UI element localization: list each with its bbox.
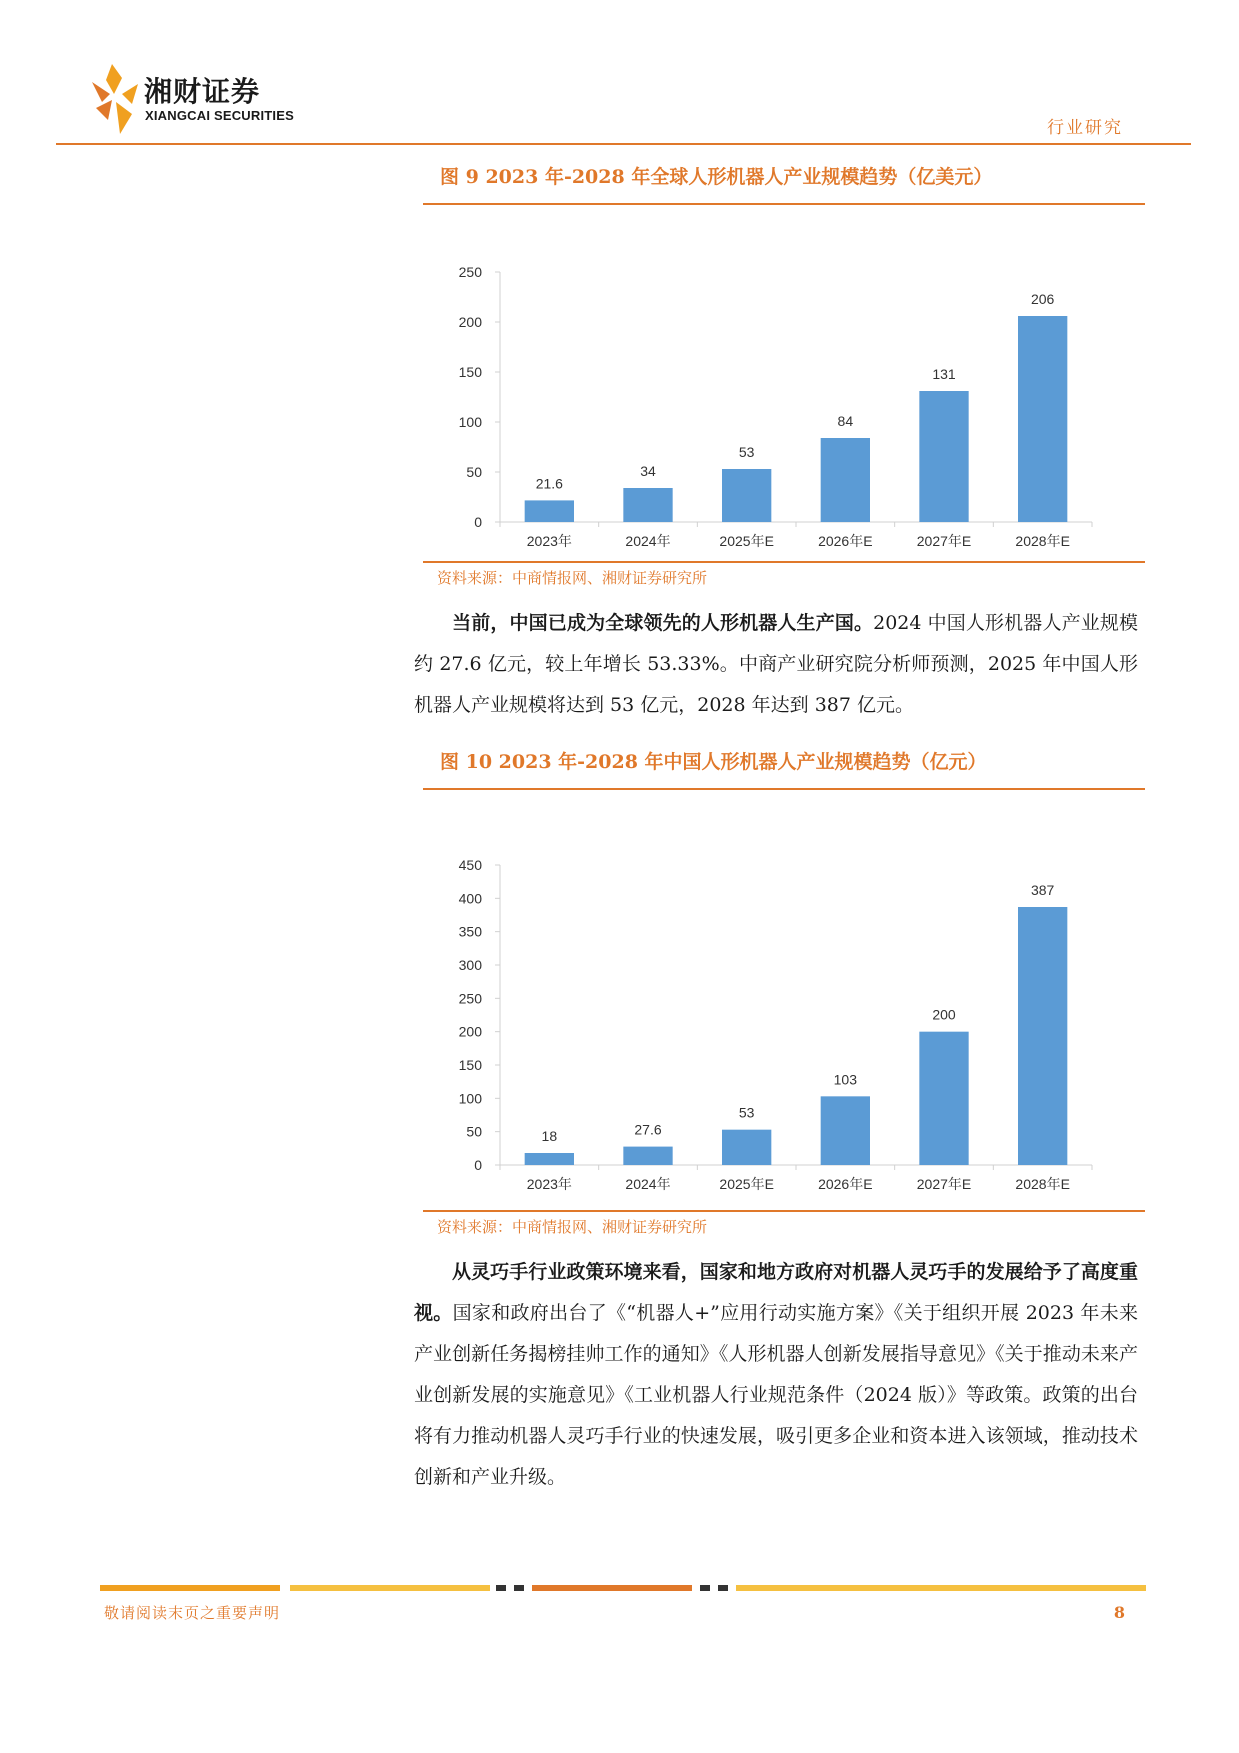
figure9-source: 资料来源：中商情报网、湘财证券研究所 bbox=[437, 569, 708, 587]
y-tick-label: 400 bbox=[458, 890, 482, 907]
data-label: 387 bbox=[1030, 882, 1055, 898]
bar bbox=[919, 1032, 968, 1165]
bar bbox=[525, 500, 574, 522]
figure10-title-rule bbox=[423, 788, 1145, 790]
x-category-label: 2026年E bbox=[818, 533, 873, 549]
paragraph1-lead: 当前，中国已成为全球领先的人形机器人生产国。 bbox=[452, 612, 874, 634]
bar bbox=[525, 1153, 574, 1165]
logo-english-name: XIANGCAI SECURITIES bbox=[145, 108, 294, 123]
data-label: 34 bbox=[640, 463, 656, 479]
figure9-title: 图 9 2023 年-2028 年全球人形机器人产业规模趋势（亿美元） bbox=[440, 166, 993, 188]
logo-chinese-name: 湘财证券 bbox=[144, 75, 261, 108]
bar bbox=[821, 1096, 870, 1165]
x-category-label: 2024年 bbox=[625, 1176, 671, 1192]
bar bbox=[919, 391, 968, 522]
bar bbox=[623, 1147, 672, 1165]
figure10-title: 图 10 2023 年-2028 年中国人形机器人产业规模趋势（亿元） bbox=[440, 751, 987, 773]
x-category-label: 2028年E bbox=[1015, 533, 1070, 549]
data-label: 131 bbox=[932, 366, 956, 382]
data-label: 18 bbox=[541, 1128, 558, 1144]
x-category-label: 2023年 bbox=[526, 1176, 572, 1192]
x-category-label: 2026年E bbox=[818, 1176, 873, 1192]
y-tick-label: 100 bbox=[458, 414, 482, 430]
data-label: 206 bbox=[1030, 291, 1055, 307]
data-label: 84 bbox=[837, 413, 854, 429]
y-tick-label: 150 bbox=[458, 1057, 482, 1073]
figure9-bottom-rule bbox=[423, 561, 1145, 563]
data-label: 21.6 bbox=[535, 475, 563, 492]
section-tag: 行业研究 bbox=[1047, 118, 1123, 138]
footer-decorative-bar bbox=[100, 1585, 1146, 1593]
data-label: 53 bbox=[738, 1104, 755, 1121]
y-tick-label: 50 bbox=[466, 1123, 482, 1140]
bar bbox=[1018, 316, 1067, 522]
x-category-label: 2025年E bbox=[719, 1176, 774, 1192]
data-label: 27.6 bbox=[634, 1121, 662, 1138]
y-tick-label: 250 bbox=[458, 990, 482, 1007]
paragraph-china-production bbox=[414, 603, 1138, 726]
page-number: 8 bbox=[1113, 1603, 1125, 1622]
x-category-label: 2025年E bbox=[719, 533, 774, 549]
y-tick-label: 150 bbox=[458, 364, 482, 380]
paragraph1-body: 2024 中国人形机器人产业规模约 27.6 亿元，较上年增长 53.33%。中商产业研究院分析师预测，2025 年中国人形机器人产业规模将达到 53 亿元，2028 年达到 387 亿元。 bbox=[414, 612, 1138, 716]
xiangcai-logo-icon bbox=[92, 64, 138, 134]
figure10-bar-chart bbox=[440, 845, 1100, 1205]
figure10-bottom-rule bbox=[423, 1210, 1145, 1212]
data-label: 103 bbox=[833, 1071, 858, 1088]
data-label: 53 bbox=[738, 444, 755, 460]
bar bbox=[623, 488, 672, 522]
bar bbox=[722, 1130, 771, 1165]
x-category-label: 2024年 bbox=[625, 533, 671, 549]
figure10-source: 资料来源：中商情报网、湘财证券研究所 bbox=[437, 1218, 708, 1236]
bar bbox=[821, 438, 870, 522]
paragraph-policy-environment bbox=[414, 1252, 1138, 1498]
header-divider bbox=[56, 143, 1191, 145]
y-tick-label: 0 bbox=[474, 1157, 482, 1173]
y-tick-label: 200 bbox=[458, 314, 482, 330]
x-category-label: 2027年E bbox=[916, 1176, 972, 1192]
y-tick-label: 250 bbox=[458, 264, 482, 280]
paragraph2-body: 国家和政府出台了《“机器人+”应用行动实施方案》《关于组织开展 2023 年未来产业创新任务揭榜挂帅工作的通知》《人形机器人创新发展指导意见》《关于推动未来产业创新发展的实施意见》《工业机器人行业规范条件（2024 版）》等政策。政策的出台将有力推动机器人灵巧手行业的快速发展，吸引更多企业和资本进入该领域，推动技术创新和产业升级。 bbox=[414, 1302, 1138, 1488]
x-category-label: 2027年E bbox=[916, 533, 972, 549]
y-tick-label: 350 bbox=[458, 923, 482, 940]
bar bbox=[722, 469, 771, 522]
data-label: 200 bbox=[932, 1006, 956, 1023]
y-tick-label: 100 bbox=[458, 1090, 482, 1107]
y-tick-label: 450 bbox=[458, 857, 482, 873]
y-tick-label: 200 bbox=[458, 1023, 482, 1040]
paragraph2-lead: 从灵巧手行业政策环境来看，国家和地方政府对机器人灵巧手的发展给予了高度重视。 bbox=[414, 1261, 1138, 1324]
footer-disclaimer-note: 敬请阅读末页之重要声明 bbox=[104, 1604, 281, 1622]
y-tick-label: 300 bbox=[458, 957, 482, 973]
figure9-bar-chart bbox=[440, 252, 1100, 562]
x-category-label: 2023年 bbox=[526, 533, 572, 549]
x-category-label: 2028年E bbox=[1015, 1176, 1070, 1192]
y-tick-label: 0 bbox=[474, 514, 482, 530]
figure9-title-rule bbox=[423, 203, 1145, 205]
y-tick-label: 50 bbox=[466, 464, 482, 480]
bar bbox=[1018, 907, 1067, 1165]
company-logo bbox=[92, 64, 392, 134]
